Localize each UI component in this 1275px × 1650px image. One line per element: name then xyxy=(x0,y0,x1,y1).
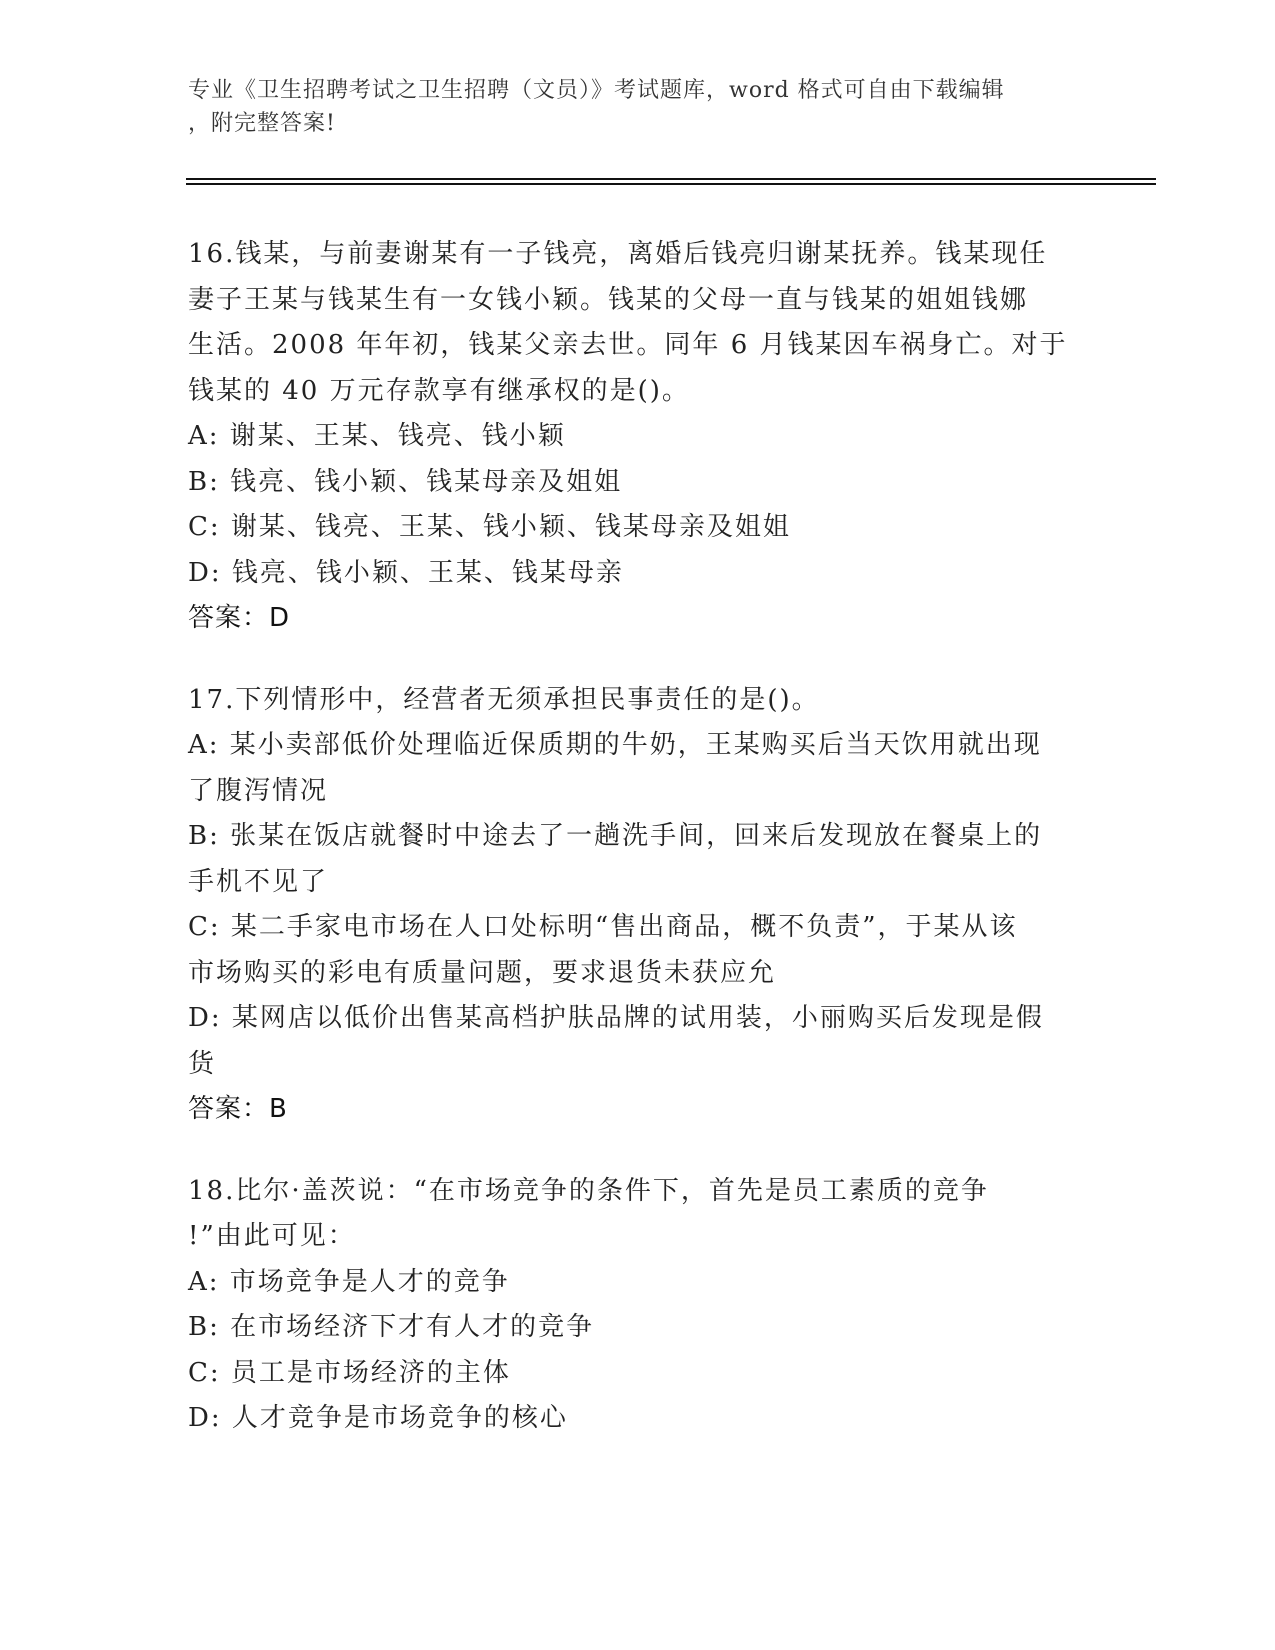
question-16 xyxy=(188,232,1088,642)
question-stem xyxy=(188,1169,1088,1260)
option-c xyxy=(188,505,1088,551)
option-line: C: 某二手家电市场在人口处标明“售出商品，概不负责”，于某从该 xyxy=(188,912,1018,942)
document-header xyxy=(188,74,1068,140)
option-c xyxy=(188,1351,1088,1397)
option-line: C: 谢某、钱亮、王某、钱小颖、钱某母亲及姐姐 xyxy=(188,512,791,542)
answer-label: 答案：B xyxy=(188,1094,288,1124)
option-b xyxy=(188,460,1088,506)
option-a xyxy=(188,1260,1088,1306)
option-line: D: 人才竞争是市场竞争的核心 xyxy=(188,1403,568,1433)
stem-line: 16.钱某，与前妻谢某有一子钱亮，离婚后钱亮归谢某抚养。钱某现任 xyxy=(188,239,1048,269)
stem-line: 妻子王某与钱某生有一女钱小颖。钱某的父母一直与钱某的姐姐钱娜 xyxy=(188,284,1029,315)
option-d xyxy=(188,551,1088,597)
option-line: D: 钱亮、钱小颖、王某、钱某母亲 xyxy=(188,557,624,588)
option-line: B: 张某在饭店就餐时中途去了一趟洗手间，回来后发现放在餐桌上的 xyxy=(188,821,1043,851)
option-a xyxy=(188,723,1088,814)
header-divider-top xyxy=(186,178,1156,180)
option-line: 手机不见了 xyxy=(188,866,329,897)
option-d xyxy=(188,996,1088,1087)
option-b xyxy=(188,814,1088,905)
header-line-1: 专业《卫生招聘考试之卫生招聘（文员）》考试题库，word 格式可自由下载编辑 xyxy=(188,78,1005,103)
option-line: B: 在市场经济下才有人才的竞争 xyxy=(188,1312,595,1342)
stem-line: 18.比尔·盖茨说：“在市场竞争的条件下，首先是员工素质的竞争 xyxy=(188,1175,989,1206)
header-line-2: ，附完整答案! xyxy=(188,111,336,136)
header-divider-bottom xyxy=(186,183,1156,185)
question-17 xyxy=(188,678,1088,1133)
option-line: 货 xyxy=(188,1048,217,1079)
question-stem xyxy=(188,232,1088,414)
option-line: A: 谢某、王某、钱亮、钱小颖 xyxy=(188,421,566,451)
question-stem xyxy=(188,678,1088,724)
answer-label: 答案：D xyxy=(188,603,291,633)
stem-line: !”由此可见： xyxy=(188,1221,356,1251)
option-line: 了腹泻情况 xyxy=(188,775,329,806)
stem-line: 生活。2008 年年初，钱某父亲去世。同年 6 月钱某因车祸身亡。对于 xyxy=(188,330,1068,360)
option-line: A: 某小卖部低价处理临近保质期的牛奶，王某购买后当天饮用就出现 xyxy=(188,730,1042,760)
stem-line: 17.下列情形中，经营者无须承担民事责任的是()。 xyxy=(188,684,820,715)
option-line: D: 某网店以低价出售某高档护肤品牌的试用装，小丽购买后发现是假 xyxy=(188,1003,1044,1033)
question-18 xyxy=(188,1169,1088,1442)
option-line: A: 市场竞争是人才的竞争 xyxy=(188,1266,510,1297)
option-d xyxy=(188,1396,1088,1442)
option-a xyxy=(188,414,1088,460)
option-line: C: 员工是市场经济的主体 xyxy=(188,1357,511,1388)
question-list xyxy=(188,232,1088,1478)
option-line: 市场购买的彩电有质量问题，要求退货未获应允 xyxy=(188,957,777,988)
option-c xyxy=(188,905,1088,996)
stem-line: 钱某的 40 万元存款享有继承权的是()。 xyxy=(188,375,690,406)
option-line: B: 钱亮、钱小颖、钱某母亲及姐姐 xyxy=(188,466,623,497)
option-b xyxy=(188,1305,1088,1351)
